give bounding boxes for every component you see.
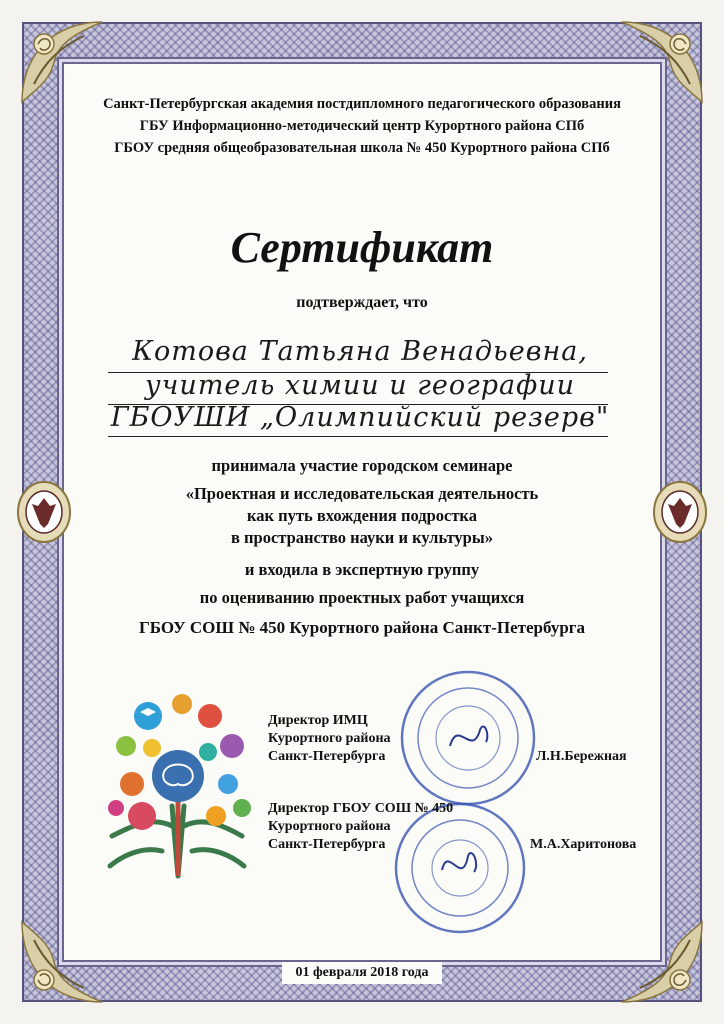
corner-ornament-bottom-left — [14, 914, 110, 1010]
imc-director-name: Л.Н.Бережная — [536, 749, 627, 764]
school-director-title: Директор ГБОУ СОШ № 450 — [268, 801, 454, 816]
body-school-name: ГБОУ СОШ № 450 Курортного района Санкт-Петербурга — [138, 618, 586, 637]
body-evaluation: по оцениванию проектных работ учащихся — [199, 588, 525, 607]
body-seminar-1: «Проектная и исследовательская деятельность — [185, 484, 539, 503]
body-participation: принимала участие городском семинаре — [211, 456, 513, 475]
recipient-name: Котова Татьяна Венадьевна, — [132, 336, 588, 367]
recipient-position: учитель химии и географии — [144, 370, 576, 401]
imc-director-city: Санкт-Петербурга — [268, 749, 386, 764]
underline-3 — [108, 436, 608, 437]
school-director-city: Санкт-Петербурга — [268, 837, 386, 852]
school-director-block — [268, 800, 453, 854]
issue-date: 01 февраля 2018 года — [282, 962, 442, 984]
header-academy: Санкт-Петербургская академия постдипломного педагогического образования — [103, 96, 621, 112]
imc-director-district: Курортного района — [268, 731, 391, 746]
school-director-district: Курортного района — [268, 819, 391, 834]
imc-director-title: Директор ИМЦ — [268, 713, 368, 728]
subtitle: подтверждает, что — [296, 294, 428, 311]
header-school: ГБОУ средняя общеобразовательная школа № 450 Курортного района СПб — [114, 140, 610, 156]
school-director-name: М.А.Харитонова — [530, 837, 637, 852]
body-seminar-3: в пространство науки и культуры» — [231, 528, 493, 547]
header-imc: ГБУ Информационно-методический центр Курортного района СПб — [139, 118, 585, 134]
recipient-school: ГБОУШИ „Олимпийский резерв" — [110, 402, 610, 433]
imc-round-stamp — [398, 668, 538, 808]
corner-ornament-bottom-right — [614, 914, 710, 1010]
education-tree-logo-icon — [92, 676, 264, 886]
body-expert-group: и входила в экспертную группу — [244, 560, 480, 579]
body-seminar-2: как путь вхождения подростка — [247, 506, 477, 525]
imc-director-block — [268, 712, 391, 766]
certificate-title: Сертификат — [230, 223, 494, 272]
